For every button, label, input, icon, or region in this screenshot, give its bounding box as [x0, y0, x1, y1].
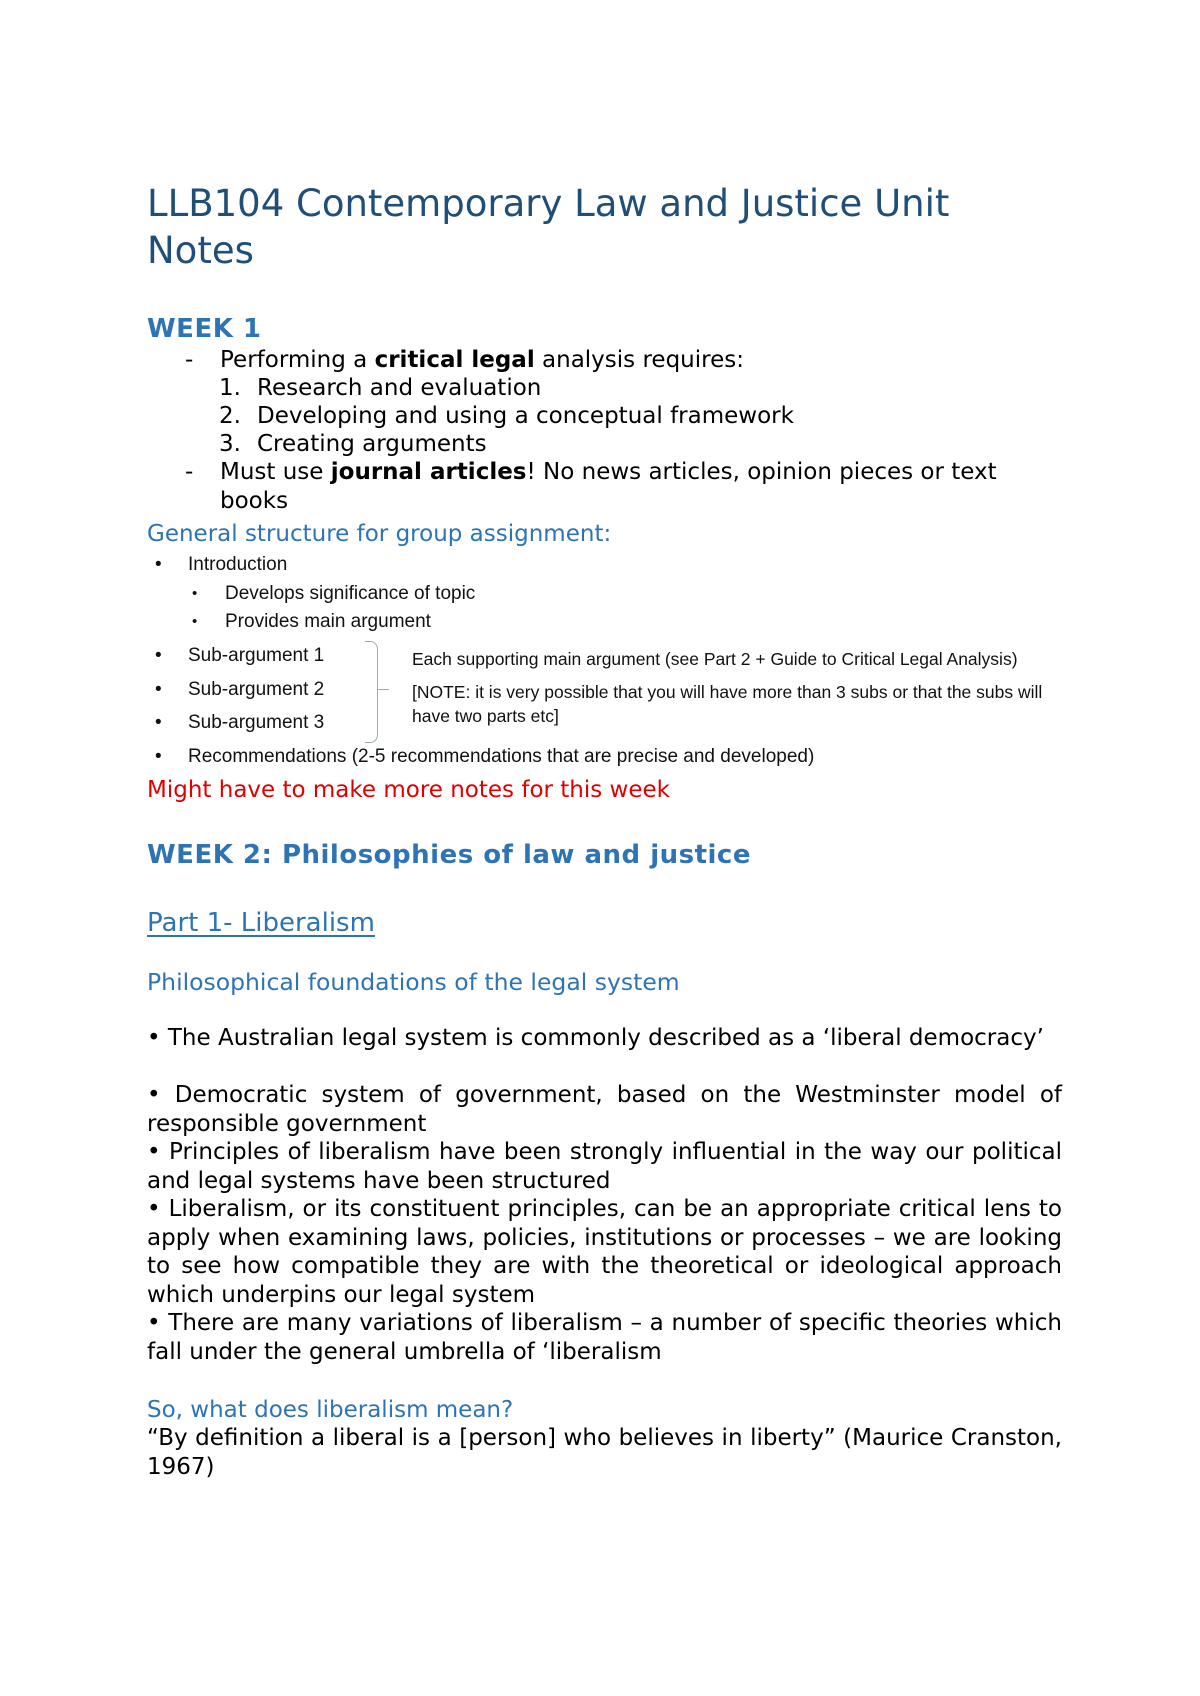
bullet-text: [220, 458, 1050, 515]
bullet-glyph: •: [155, 746, 162, 767]
brace-tick: [377, 689, 389, 690]
paragraph-bullet: • Liberalism, or its constituent principles, can be an appropriate critical lens to apply when examining laws, policies, institutions or processes – we are looking to see how compatible they are with the theoretical or ideological approach which underpins our legal system: [147, 1196, 1062, 1308]
brace-bracket: [365, 641, 378, 743]
question-heading: So, what does liberalism mean?: [147, 1397, 514, 1423]
structure-note: Each supporting main argument (see Part 2 + Guide to Critical Legal Analysis): [412, 649, 1018, 669]
bullet-glyph: •: [155, 645, 162, 666]
numbered-item: [219, 402, 794, 430]
dash-bullet: -: [185, 347, 194, 373]
bullet-glyph: •: [155, 712, 162, 733]
structure-text: Sub-argument 3: [188, 712, 325, 733]
structure-text: Sub-argument 1: [188, 645, 325, 666]
item-text: Developing and using a conceptual framework: [257, 403, 794, 429]
paragraph-bullet: • Principles of liberalism have been strongly influential in the way our political and legal systems have been structured: [147, 1139, 1062, 1194]
item-number: 1.: [219, 375, 241, 401]
text-run: Performing a: [220, 347, 375, 373]
structure-text: Introduction: [188, 554, 288, 575]
red-reminder-note: Might have to make more notes for this week: [147, 777, 670, 803]
dash-bullet: -: [185, 459, 194, 485]
structure-figure: [150, 554, 1070, 776]
bullet-text: [220, 346, 1050, 375]
bold-text: critical legal: [374, 347, 535, 373]
part-heading: Part 1- Liberalism: [147, 908, 375, 938]
text-run: analysis requires:: [534, 347, 744, 373]
bullet-glyph: •: [155, 679, 162, 700]
bullet-glyph: •: [155, 554, 162, 575]
week-2-heading: WEEK 2: Philosophies of law and justice: [147, 840, 751, 870]
document-title: LLB104 Contemporary Law and Justice Unit Notes: [147, 182, 950, 272]
structure-heading: General structure for group assignment:: [147, 521, 612, 547]
numbered-item: [219, 374, 541, 402]
structure-note: have two parts etc]: [412, 706, 559, 726]
paragraph-bullet: • Democratic system of government, based on the Westminster model of responsible government: [147, 1082, 1062, 1137]
item-text: Creating arguments: [257, 431, 487, 457]
item-number: 3.: [219, 431, 241, 457]
numbered-item: [219, 430, 487, 458]
quote-paragraph: “By definition a liberal is a [person] who believes in liberty” (Maurice Cranston, 1967): [147, 1425, 1062, 1480]
structure-text: Develops significance of topic: [225, 583, 476, 604]
item-number: 2.: [219, 403, 241, 429]
structure-text: Provides main argument: [225, 611, 431, 632]
bullet-glyph: •: [192, 613, 198, 630]
paragraph-bullet: • There are many variations of liberalism – a number of specific theories which fall under the general umbrella of ‘liberalism: [147, 1310, 1062, 1365]
structure-note: [NOTE: it is very possible that you will have more than 3 subs or that the subs will: [412, 682, 1043, 702]
bullet-glyph: •: [192, 585, 198, 602]
item-text: Research and evaluation: [257, 375, 542, 401]
week-1-heading: WEEK 1: [147, 314, 262, 344]
bold-text: journal articles: [330, 459, 527, 485]
section-heading: Philosophical foundations of the legal system: [147, 968, 680, 996]
text-run: ! No news articles, opinion pieces or text books: [220, 459, 997, 514]
structure-text: Sub-argument 2: [188, 679, 325, 700]
structure-text: Recommendations (2-5 recommendations that are precise and developed): [188, 746, 815, 767]
text-run: Must use: [220, 459, 331, 485]
paragraph-bullet: • The Australian legal system is commonly described as a ‘liberal democracy’: [147, 1025, 1044, 1051]
